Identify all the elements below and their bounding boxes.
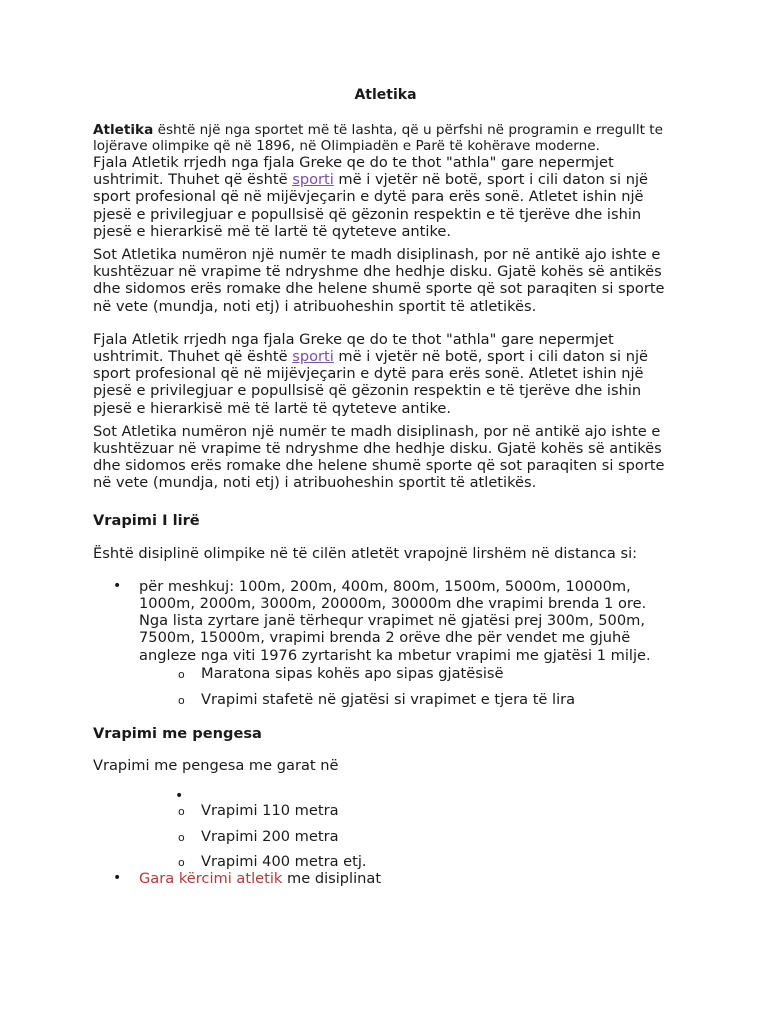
section-2-intro: Vrapimi me pengesa me garat në — [93, 757, 339, 775]
sub-list-item — [93, 853, 678, 870]
document-page — [93, 86, 678, 887]
sub-bullet-icon: o — [178, 694, 185, 708]
intro-paragraph — [93, 122, 678, 154]
document-title: Atletika — [354, 87, 417, 103]
list-item-text: me disiplinat — [282, 870, 382, 888]
sub-bullet-icon: o — [178, 830, 185, 844]
sub-list-item — [93, 828, 678, 845]
intro-bold-term: Atletika — [93, 122, 154, 138]
sub-list-item — [93, 691, 678, 708]
sub-list-item-text: Vrapimi 110 metra — [201, 802, 339, 820]
bullet-icon: • — [175, 788, 184, 805]
sub-list-item-text: Vrapimi 400 metra etj. — [201, 852, 367, 870]
sporti-link[interactable]: sporti — [292, 171, 334, 189]
paragraph-3-text-end: më i vjetër në botë, sport i cili daton si një sport profesional që në mijëvjeçarin e dytë para erës sonë. Atletet ishin një pjesë e privilegjuar e popullsisë që gëzonin respektin e të tjerëve dhe ishin pjesë e hierarkisë më të lartë të qyteteve antike. — [93, 348, 649, 417]
list-item-text: për meshkuj: 100m, 200m, 400m, 800m, 1500m, 5000m, 10000m, 1000m, 2000m, 3000m, 20000m, 30000m dhe vrapimi brenda 1 ore. Nga lista zyrtare janë tërhequr vrapimet në gjatësi prej 300m, 500m, 7500m, 15000m, vrapimi brenda 2 orëve dhe për vendet me gjuhë angleze nga viti 1976 zyrtarisht ka mbetur vrapimi me gjatësi 1 milje. — [139, 577, 651, 664]
paragraph-1-text-end: më i vjetër në botë, sport i cili daton si një sport profesional që në mijëvjeçarin e dytë para erës sonë. Atletet ishin një pjesë e privilegjuar e popullsisë që gëzonin respektin e të tjerëve dhe ishin pjesë e hierarkisë më të lartë të qyteteve antike. — [93, 171, 649, 240]
paragraph-4: Sot Atletika numëron një numër te madh disiplinash, por në antikë ajo ishte e kushtëzuar në vrapime të ndryshme dhe hedhje disku. Gjatë kohës së antikës dhe sidomos erës romake dhe helene shumë sporte që sot paraqiten si sporte në vete (mundja, noti etj) i atribuoheshin sportit të atletikës. — [93, 422, 665, 492]
paragraph-1 — [93, 154, 678, 240]
section-heading-vrapimi-lire: Vrapimi I lirë — [93, 511, 200, 529]
sub-list-item — [93, 802, 678, 819]
section-1-intro: Është disiplinë olimpike në të cilën atletët vrapojnë lirshëm në distanca si: — [93, 544, 638, 562]
intro-text: është një nga sportet më të lashta, që u përfshi në programin e rregullt te lojërave olimpike që në 1896, në Olimpiadën e Parë të kohërave moderne. — [93, 122, 663, 154]
list-item — [93, 578, 678, 664]
paragraph-1-text: Fjala Atletik rrjedh nga fjala Greke qe do te thot "athla" gare nepermjet ushtrimit. Thuhet që është — [93, 154, 614, 189]
bullet-icon: • — [113, 577, 122, 594]
paragraph-2: Sot Atletika numëron një numër te madh disiplinash, por në antikë ajo ishte e kushtëzuar në vrapime të ndryshme dhe hedhje disku. Gjatë kohës së antikës dhe sidomos erës romake dhe helene shumë sporte që sot paraqiten si sporte në vete (mundja, noti etj) i atribuoheshin sportit të atletikës. — [93, 246, 665, 315]
list-item — [93, 870, 678, 887]
sub-bullet-icon: o — [178, 855, 185, 869]
bullet-icon: • — [113, 870, 122, 887]
sub-list-item — [93, 665, 678, 682]
sub-list-item-text: Vrapimi stafetë në gjatësi si vrapimet e tjera të lira — [201, 691, 576, 709]
empty-bullet-item — [93, 788, 678, 805]
sub-list-item-text: Vrapimi 200 metra — [201, 827, 339, 845]
sub-bullet-icon: o — [178, 667, 185, 681]
paragraph-3-text: Fjala Atletik rrjedh nga fjala Greke qe do te thot "athla" gare nepermjet ushtrimit. Thuhet që është — [93, 330, 614, 366]
section-heading-vrapimi-pengesa: Vrapimi me pengesa — [93, 725, 262, 743]
gara-kercimi-link[interactable]: Gara kërcimi atletik — [139, 870, 283, 888]
sub-bullet-icon: o — [178, 805, 185, 819]
paragraph-3 — [93, 331, 678, 417]
sporti-link-2[interactable]: sporti — [292, 348, 334, 366]
sub-list-item-text: Maratona sipas kohës apo sipas gjatësisë — [201, 664, 504, 682]
